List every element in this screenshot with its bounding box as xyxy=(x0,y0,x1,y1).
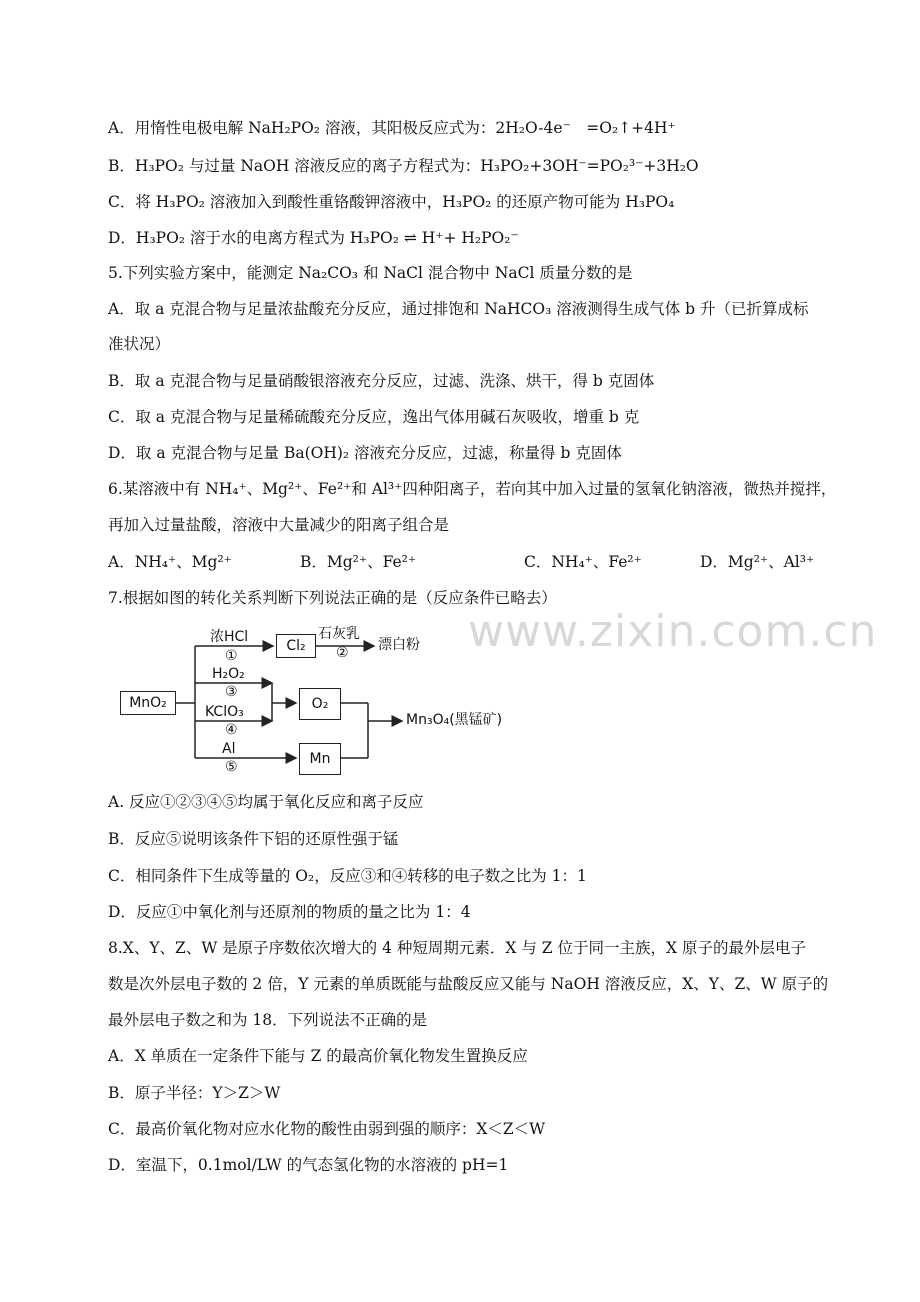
q5-option-c: C．取 a 克混合物与足量稀硫酸充分反应，逸出气体用碱石灰吸收，增重 b 克 xyxy=(108,408,640,426)
q7-option-d: D．反应①中氧化剂与还原剂的物质的量之比为 1：4 xyxy=(108,903,471,921)
mno2-label: MnO₂ xyxy=(129,695,167,711)
reagent-conc-hcl: 浓HCl xyxy=(210,629,249,645)
mn-label: Mn xyxy=(309,751,331,767)
q4-option-a: A．用惰性电极电解 NaH₂PO₂ 溶液，其阳极反应式为：2H₂O-4e⁻ =O₂↑+4H⁺ xyxy=(108,119,676,137)
cl2-box xyxy=(276,634,316,658)
reagent-h2o2: H₂O₂ xyxy=(212,666,245,682)
q4-option-c: C．将 H₃PO₂ 溶液加入到酸性重铬酸钾溶液中，H₃PO₂ 的还原产物可能为 H₃PO₄ xyxy=(108,193,675,211)
q7-option-c: C．相同条件下生成等量的 O₂，反应③和④转移的电子数之比为 1：1 xyxy=(108,867,587,885)
q6-option-b: B．Mg²⁺、Fe²⁺ xyxy=(300,553,417,571)
mno2-box xyxy=(120,691,176,715)
mn-box xyxy=(299,743,341,775)
q7-option-a: A. 反应①②③④⑤均属于氧化反应和离子反应 xyxy=(108,793,424,811)
watermark: www.zixin.com.cn xyxy=(468,606,878,657)
o2-box xyxy=(299,688,341,720)
reagent-lime-milk: 石灰乳 xyxy=(318,626,360,642)
o2-label: O₂ xyxy=(311,696,329,712)
q5-option-d: D．取 a 克混合物与足量 Ba(OH)₂ 溶液充分反应，过滤，称量得 b 克固体 xyxy=(108,444,622,462)
q6-option-a: A．NH₄⁺、Mg²⁺ xyxy=(108,553,232,571)
q6-option-c: C．NH₄⁺、Fe²⁺ xyxy=(524,553,642,571)
product-hausmannite: Mn₃O₄(黑锰矿) xyxy=(406,712,503,728)
q8-option-c: C．最高价氧化物对应水化物的酸性由弱到强的顺序：X＜Z＜W xyxy=(108,1120,546,1138)
q8-stem-line2: 数是次外层电子数的 2 倍，Y 元素的单质既能与盐酸反应又能与 NaOH 溶液反应，X、Y、Z、W 原子的 xyxy=(108,975,829,993)
q4-option-d: D．H₃PO₂ 溶于水的电离方程式为 H₃PO₂ ⇌ H⁺+ H₂PO₂⁻ xyxy=(108,229,519,247)
q6-stem-line2: 再加入过量盐酸，溶液中大量减少的阳离子组合是 xyxy=(108,516,450,534)
q7-stem: 7.根据如图的转化关系判断下列说法正确的是（反应条件已略去） xyxy=(108,589,557,607)
q8-stem-line3: 最外层电子数之和为 18．下列说法不正确的是 xyxy=(108,1011,428,1029)
q5-option-a-line2: 准状况） xyxy=(108,335,171,353)
q6-stem-line1: 6.某溶液中有 NH₄⁺、Mg²⁺、Fe²⁺和 Al³⁺四种阳离子，若向其中加入过量的氢氧化钠溶液，微热并搅拌， xyxy=(108,480,837,498)
step-4-marker: ④ xyxy=(225,722,238,738)
product-bleaching-powder: 漂白粉 xyxy=(378,637,420,653)
q4-option-b: B．H₃PO₂ 与过量 NaOH 溶液反应的离子方程式为：H₃PO₂+3OH⁻=PO₂³⁻+3H₂O xyxy=(108,157,699,175)
step-5-marker: ⑤ xyxy=(225,759,238,775)
q7-option-b: B．反应⑤说明该条件下铝的还原性强于锰 xyxy=(108,830,399,848)
step-2-marker: ② xyxy=(336,645,349,661)
q5-option-a-line1: A．取 a 克混合物与足量浓盐酸充分反应，通过排饱和 NaHCO₃ 溶液测得生成气体 b 升（已折算成标 xyxy=(108,300,809,318)
q8-stem-line1: 8.X、Y、Z、W 是原子序数依次增大的 4 种短周期元素．X 与 Z 位于同一主族，X 原子的最外层电子 xyxy=(108,939,806,957)
cl2-label: Cl₂ xyxy=(286,638,306,654)
q5-option-b: B．取 a 克混合物与足量硝酸银溶液充分反应，过滤、洗涤、烘干，得 b 克固体 xyxy=(108,372,655,390)
step-3-marker: ③ xyxy=(225,684,238,700)
q8-option-d: D．室温下，0.1mol/LW 的气态氢化物的水溶液的 pH=1 xyxy=(108,1156,509,1174)
q5-stem: 5.下列实验方案中，能测定 Na₂CO₃ 和 NaCl 混合物中 NaCl 质量分数的是 xyxy=(108,264,633,282)
q6-option-d: D．Mg²⁺、Al³⁺ xyxy=(700,553,815,571)
reagent-kclo3: KClO₃ xyxy=(205,704,244,720)
q8-option-a: A．X 单质在一定条件下能与 Z 的最高价氧化物发生置换反应 xyxy=(108,1047,528,1065)
q8-option-b: B．原子半径：Y＞Z＞W xyxy=(108,1084,281,1102)
step-1-marker: ① xyxy=(225,648,238,664)
reagent-al: Al xyxy=(222,741,236,757)
